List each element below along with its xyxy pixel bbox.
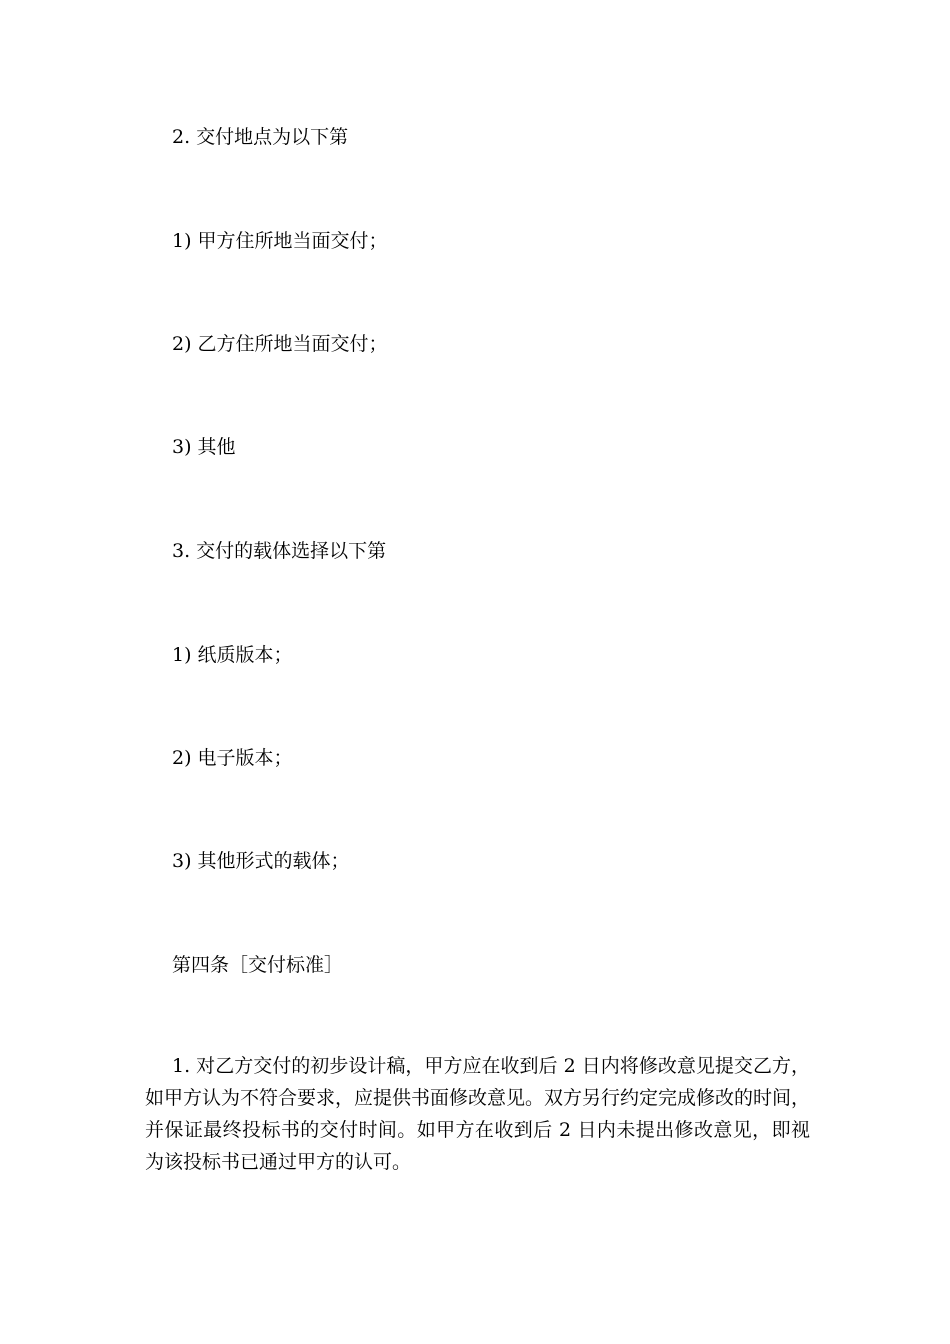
article-4-heading: 第四条［交付标准］ [172, 954, 344, 976]
medium-option-3: 3) 其他形式的载体； [172, 850, 350, 872]
clause-3-delivery-medium: 3. 交付的载体选择以下第 [172, 540, 387, 562]
medium-option-1: 1) 纸质版本； [172, 644, 293, 666]
location-option-3: 3) 其他 [172, 436, 236, 458]
delivery-standard-paragraph: 1. 对乙方交付的初步设计稿，甲方应在收到后 2 日内将修改意见提交乙方，如甲方认为不符合要求，应提供书面修改意见。双方另行约定完成修改的时间，并保证最终投标书的交付时间。如甲方在收到后 2 日内未提出修改意见，即视为该投标书已通过甲方的认可。 [145, 1055, 811, 1173]
location-option-2: 2) 乙方住所地当面交付； [172, 333, 388, 355]
clause-2-delivery-location: 2. 交付地点为以下第 [172, 126, 349, 148]
medium-option-2: 2) 电子版本； [172, 747, 293, 769]
location-option-1: 1) 甲方住所地当面交付； [172, 230, 388, 252]
